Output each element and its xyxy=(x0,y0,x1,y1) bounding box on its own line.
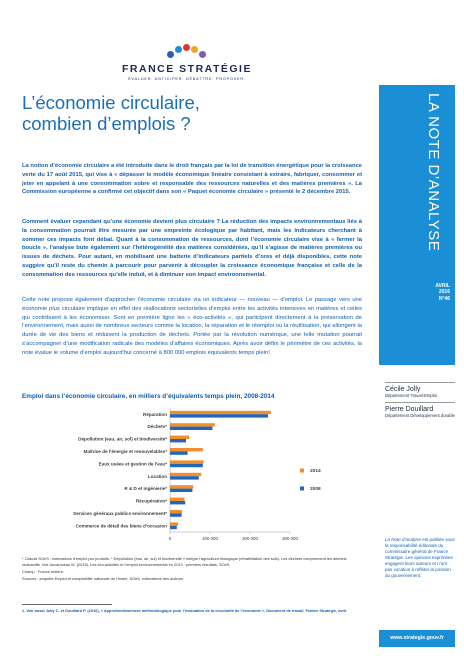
category-label: Déchets* xyxy=(147,424,167,430)
author-divider xyxy=(385,382,455,383)
x-tick-label: 100 000 xyxy=(202,536,218,541)
bar-2014 xyxy=(170,460,204,463)
employment-paragraph: Cette note propose également d’approcher l’économie circulaire via un indicateur — nouveau — d’emploi. Le passage vers une économie plus circulaire implique en effet des réallocations sectorielles d’emploi entre les activités intensives en matières et celles qui contribuent à les économiser. Sont en première ligne les « éco-activités », qui participent directement à la préservation de l’environnement, mais aussi de nombreux secteurs comme la location, la réparation et le réemploi ou la réutilisation, qui allongent la durée de vie des biens et réduisent la production de déchets. Portée par la révolution numérique, une telle mutation pourrait s’accompagner d’une modification radicale des modèles d’affaires économiques. Après avoir défini le périmètre de ces activités, la note évalue le volume d’emploi aujourd’hui concerné à 800 000 emplois équivalents temps plein¹. xyxy=(22,297,362,356)
intro-paragraph: La notion d’économie circulaire a été introduite dans le droit français par la loi de transition énergétique pour la croissance verte du 17 août 2015, qui vise à « dépasser le modèle économique linéaire consistant à extraire, fabriquer, consommer et jeter en appelant à une consommation sobre et responsable des ressources naturelles et des matières premières ». La Commission européenne a confirmé cet objectif dans son « Paquet économie circulaire » présenté le 2 décembre 2015. xyxy=(22,163,362,196)
page-title xyxy=(22,92,352,134)
bar-2008 xyxy=(170,464,203,467)
issue-number: N°46 xyxy=(438,295,450,302)
chart-note-calc: * Calculs SOeS : estimations d’emploi par produits. * Dépollution (eau, air, sol) et biodiversité » intègre l’agriculture biologique (réhabilitation des sols). Les déchets comprennent les déchets radioactifs. Voir Aucamueau M. (2015), Les éco-activités et l’emploi environnemental en 2013 : premiers résultats, SOeS. xyxy=(22,556,347,567)
category-label: Services généraux publics environnement* xyxy=(73,511,167,516)
summary-paragraph: Comment évaluer cependant qu’une économie devient plus circulaire ? La réduction des impacts environnementaux liés à la consommation pourrait être mesurée par une empreinte écologique par habitant, mais les indicateurs cherchant à sommer ces impacts font débat. Quant à la consommation de ressources, dont l’économie circulaire vise à « fermer la boucle », l’analyse bute également sur l’hétérogénéité des matières considérées, qu’il s’agisse de matières premières ou issues de déchets. Pour autant, en mobilisant une batterie d’indicateurs partiels d’ores et déjà disponibles, cette note suggère qu’il reste du chemin à parcourir pour parvenir à découpler la croissance économique française et celle de la consommation des ressources qu’elle induit, et à diminuer son impact environnemental. xyxy=(22,219,362,278)
bar-2008 xyxy=(170,439,186,442)
footnote: 1. Voir aussi Jolly C. et Douillard P. (2016), « Approfondissement méthodologique pour l’évaluation de la circularité de l’économie », Document de travail, France Stratégie, avril. xyxy=(22,608,348,613)
category-label: Réparation xyxy=(143,411,167,417)
logo-name: FRANCE STRATÉGIE xyxy=(122,63,252,75)
issue-info xyxy=(379,283,455,302)
legend-label-2014: 2014 xyxy=(310,469,321,474)
bar-2008 xyxy=(170,513,182,516)
bar-2008 xyxy=(170,476,199,479)
chart-note-sources: Sources : enquête Emploi et comptabilité nationale de l’Insee, SOeS, estimations des auteurs xyxy=(22,576,184,581)
category-label: Location xyxy=(147,473,167,479)
author-divider xyxy=(385,402,455,403)
logo-dot xyxy=(183,44,190,51)
category-label: R & D et ingénierie* xyxy=(124,486,167,492)
series-title: LA NOTE D’ANALYSE xyxy=(425,93,442,252)
logo-dot xyxy=(191,46,198,53)
title-line-1: L’économie circulaire, xyxy=(22,92,200,113)
category-label: Récupération* xyxy=(135,498,167,504)
category-label: Commerce de détail des biens d’occasion xyxy=(75,523,167,529)
logo-dot xyxy=(199,51,206,58)
bar-2014 xyxy=(170,473,201,476)
bar-2008 xyxy=(170,489,192,492)
bar-2014 xyxy=(170,522,178,525)
authors xyxy=(385,382,455,422)
bar-2008 xyxy=(170,451,188,454)
logo-dot xyxy=(167,51,174,58)
chart-notes xyxy=(22,556,362,583)
x-tick-label: 0 xyxy=(168,536,172,541)
bar-2014 xyxy=(170,510,182,513)
editorial-disclaimer xyxy=(385,537,455,579)
author-role: Département Travail-Emploi xyxy=(385,393,437,398)
logo-dot xyxy=(175,46,182,53)
title-line-2: combien d’emplois ? xyxy=(22,113,191,134)
france-strategie-logo xyxy=(122,44,252,81)
logo-dots-icon xyxy=(163,44,211,60)
author-role: Département Développement durable xyxy=(385,413,455,418)
author-name: Pierre Douillard xyxy=(385,406,434,413)
bar-2014 xyxy=(170,448,203,451)
bar-2008 xyxy=(170,414,268,417)
bar-2008 xyxy=(170,526,177,529)
bar-2014 xyxy=(170,423,215,426)
x-tick-label: 300 000 xyxy=(282,536,298,541)
chart-note-scope: Champ : France entière. xyxy=(22,569,64,574)
issue-year: 2016 xyxy=(438,289,450,296)
author-name: Cécile Jolly xyxy=(385,386,421,393)
issue-month: AVRIL xyxy=(435,283,450,289)
series-title-vertical xyxy=(379,85,455,285)
logo-tagline: ÉVALUER. ANTICIPER. DÉBATTRE. PROPOSER. xyxy=(128,77,246,81)
legend-label-2008: 2008 xyxy=(310,487,321,492)
website-link[interactable]: www.strategie.gouv.fr xyxy=(379,630,455,647)
disclaimer-text: est publiée sous la responsabilité éditoriale du commissaire général de France Stratégie. Les opinions exprimées engagent leurs auteurs et n’ont pas vocation à refléter la position du gouvernement. xyxy=(385,537,455,578)
employment-bar-chart xyxy=(22,404,362,554)
disclaimer-publication-name: La Note d’analyse xyxy=(385,537,422,542)
category-label: Eaux usées et gestion de l’eau* xyxy=(98,461,167,467)
bar-2008 xyxy=(170,501,185,504)
series-sidebar xyxy=(379,85,455,365)
x-tick-label: 200 000 xyxy=(242,536,258,541)
footnote-divider xyxy=(22,604,112,605)
bar-2014 xyxy=(170,411,271,414)
bar-2008 xyxy=(170,427,212,430)
legend-swatch-2014 xyxy=(300,469,304,473)
chart-title: Emploi dans l’économie circulaire, en milliers d’équivalents temps plein, 2008-2014 xyxy=(22,393,275,400)
bar-2014 xyxy=(170,485,193,488)
legend-swatch-2008 xyxy=(300,487,304,491)
category-label: Maîtrise de l’énergie et renouvelables* xyxy=(83,449,167,454)
bar-2014 xyxy=(170,436,189,439)
category-label: Dépollution (eau, air, sol) et biodiversité* xyxy=(78,436,167,442)
bar-2014 xyxy=(170,498,184,501)
